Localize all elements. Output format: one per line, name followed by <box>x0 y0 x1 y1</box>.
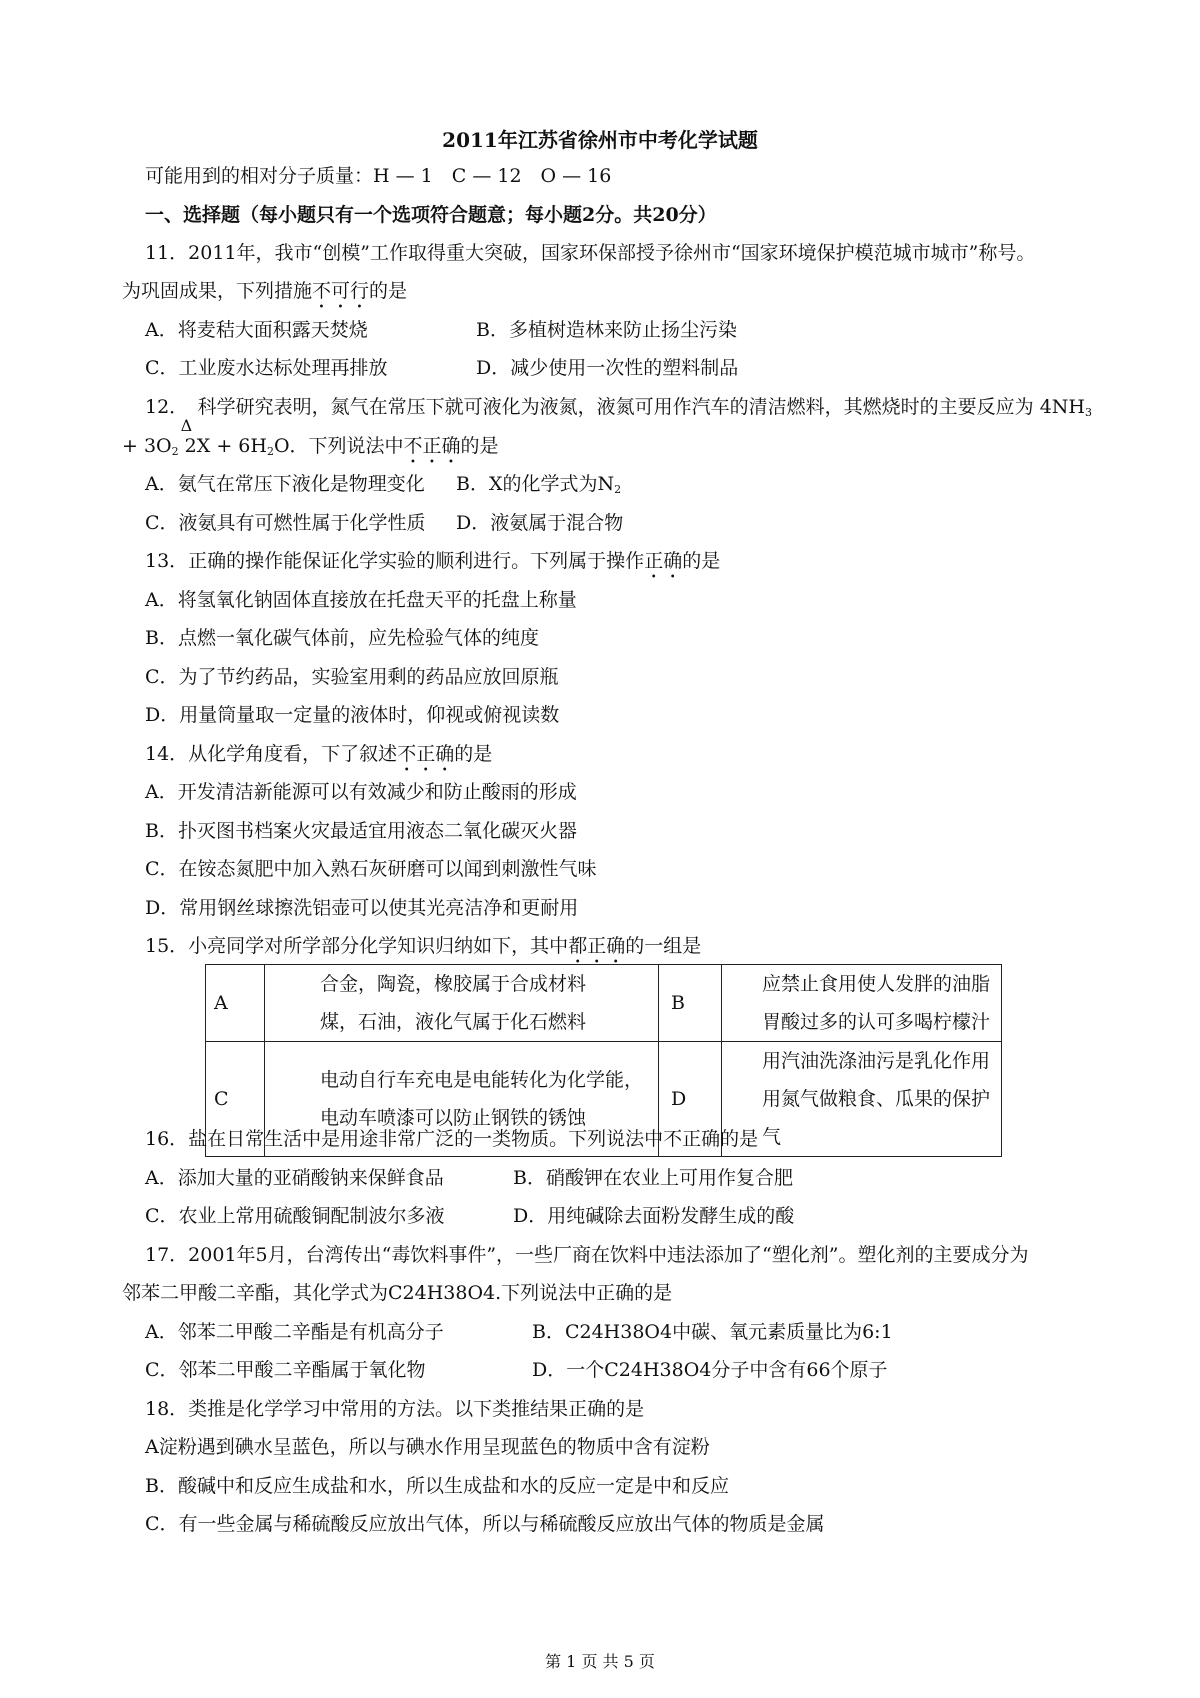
emphasis-text: 不可行 <box>312 280 370 302</box>
q16-option-b: B．硝酸钾在农业上可用作复合肥 <box>513 1167 793 1189</box>
q16-option-a: A．添加大量的亚硝酸钠来保鲜食品 <box>145 1167 444 1189</box>
page-footer: 第 1 页 共 5 页 <box>545 1652 655 1671</box>
q17-stem-line1: 17．2001年5月，台湾传出“毒饮料事件”，一些厂商在饮料中违法添加了“塑化剂”。塑化剂的主要成分为 <box>145 1244 1029 1266</box>
q11-option-a: A．将麦秸大面积露天焚烧 <box>145 319 368 341</box>
q12-equation-line: + $3O_2$ Δ $2X + 6H_2O$．下列说法中不正确的是 <box>122 416 499 458</box>
q11-stem-line2: 为巩固成果，下列措施不可行的是 <box>122 280 408 302</box>
table-key: C <box>206 1042 265 1157</box>
q13-stem: 13．正确的操作能保证化学实验的顺利进行。下列属于操作正确的是 <box>145 550 721 572</box>
q12-option-b: B．X的化学式为$N_2$ <box>456 473 622 496</box>
table-cell: 用汽油洗涤油污是乳化作用 用氮气做粮食、瓜果的保护气 <box>722 1042 1002 1157</box>
emphasis-text: 不正确 <box>403 435 461 457</box>
q16-stem: 16．盐在日常生活中是用途非常广泛的一类物质。下列说法中不正确的是 <box>145 1128 759 1150</box>
atomic-mass-line: 可能用到的相对分子质量：H — 1 C — 12 O — 16 <box>145 165 612 187</box>
q12-option-c: C．液氨具有可燃性属于化学性质 <box>145 512 426 534</box>
q15-stem: 15．小亮同学对所学部分化学知识归纳如下，其中都正确的一组是 <box>145 935 702 957</box>
q12-option-d: D．液氨属于混合物 <box>456 512 624 534</box>
q12-option-a: A．氨气在常压下液化是物理变化 <box>145 473 425 495</box>
emphasis-text: 不正确 <box>397 743 455 765</box>
q13-option-d: D．用量筒量取一定量的液体时，仰视或俯视读数 <box>145 704 560 726</box>
table-row <box>206 965 1002 1042</box>
table-key: A <box>206 965 265 1042</box>
q16-option-c: C．农业上常用硫酸铜配制波尔多液 <box>145 1205 445 1227</box>
q14-option-b: B．扑灭图书档案火灾最适宜用液态二氧化碳灭火器 <box>145 820 577 842</box>
page-title: 2011年江苏省徐州市中考化学试题 <box>442 128 758 152</box>
q11-option-c: C．工业废水达标处理再排放 <box>145 357 388 379</box>
q11-option-b: B．多植树造林来防止扬尘污染 <box>476 319 737 341</box>
q13-option-c: C．为了节约药品，实验室用剩的药品应放回原瓶 <box>145 666 559 688</box>
q14-option-d: D．常用钢丝球擦洗铝壶可以使其光亮洁净和更耐用 <box>145 897 579 919</box>
q17-option-b: B．C24H38O4中碳、氧元素质量比为6:1 <box>532 1321 893 1343</box>
q17-stem-line2: 邻苯二甲酸二辛酯，其化学式为C24H38O4.下列说法中正确的是 <box>122 1282 673 1304</box>
emphasis-text: 正确 <box>644 550 683 572</box>
table-cell: 应禁止食用使人发胖的油脂 胃酸过多的认可多喝柠檬汁 <box>722 965 1002 1042</box>
q17-option-a: A．邻苯二甲酸二辛酯是有机高分子 <box>145 1321 444 1343</box>
q18-option-c: C．有一些金属与稀硫酸反应放出气体，所以与稀硫酸反应放出气体的物质是金属 <box>145 1513 825 1535</box>
table-cell: 电动自行车充电是电能转化为化学能， 电动车喷漆可以防止钢铁的锈蚀 <box>265 1042 659 1157</box>
q11-stem-line1: 11．2011年，我市“创模”工作取得重大突破，国家环保部授予徐州市“国家环境保护模范城市城市”称号。 <box>145 242 1036 264</box>
q13-option-a: A．将氢氧化钠固体直接放在托盘天平的托盘上称量 <box>145 589 577 611</box>
q17-option-d: D．一个C24H38O4分子中含有66个原子 <box>532 1359 888 1381</box>
q11-option-d: D．减少使用一次性的塑料制品 <box>476 357 739 379</box>
table-key: B <box>659 965 722 1042</box>
q12-stem-line1: 12． 科学研究表明，氮气在常压下就可液化为液氮，液氮可用作汽车的清洁燃料，其燃烧时的主要反应为 $4NH_3$ <box>145 396 1093 419</box>
q16-option-d: D．用纯碱除去面粉发酵生成的酸 <box>513 1205 795 1227</box>
table-cell: 合金，陶瓷，橡胶属于合成材料 煤，石油，液化气属于化石燃料 <box>265 965 659 1042</box>
q18-stem: 18．类推是化学学习中常用的方法。以下类推结果正确的是 <box>145 1398 645 1420</box>
q17-option-c: C．邻苯二甲酸二辛酯属于氧化物 <box>145 1359 426 1381</box>
q18-option-b: B．酸碱中和反应生成盐和水，所以生成盐和水的反应一定是中和反应 <box>145 1475 729 1497</box>
q14-stem: 14．从化学角度看，下了叙述不正确的是 <box>145 743 493 765</box>
q14-option-a: A．开发清洁新能源可以有效减少和防止酸雨的形成 <box>145 781 577 803</box>
q18-option-a: A淀粉遇到碘水呈蓝色，所以与碘水作用呈现蓝色的物质中含有淀粉 <box>145 1436 710 1458</box>
table-key: D <box>659 1042 722 1157</box>
section-heading: 一、选择题（每小题只有一个选项符合题意；每小题2分。共20分） <box>145 204 717 226</box>
q14-option-c: C．在铵态氮肥中加入熟石灰研磨可以闻到刺激性气味 <box>145 858 597 880</box>
emphasis-text: 都正确 <box>568 935 626 957</box>
heat-delta-icon: Δ <box>180 416 193 435</box>
q13-option-b: B．点燃一氧化碳气体前，应先检验气体的纯度 <box>145 627 539 649</box>
